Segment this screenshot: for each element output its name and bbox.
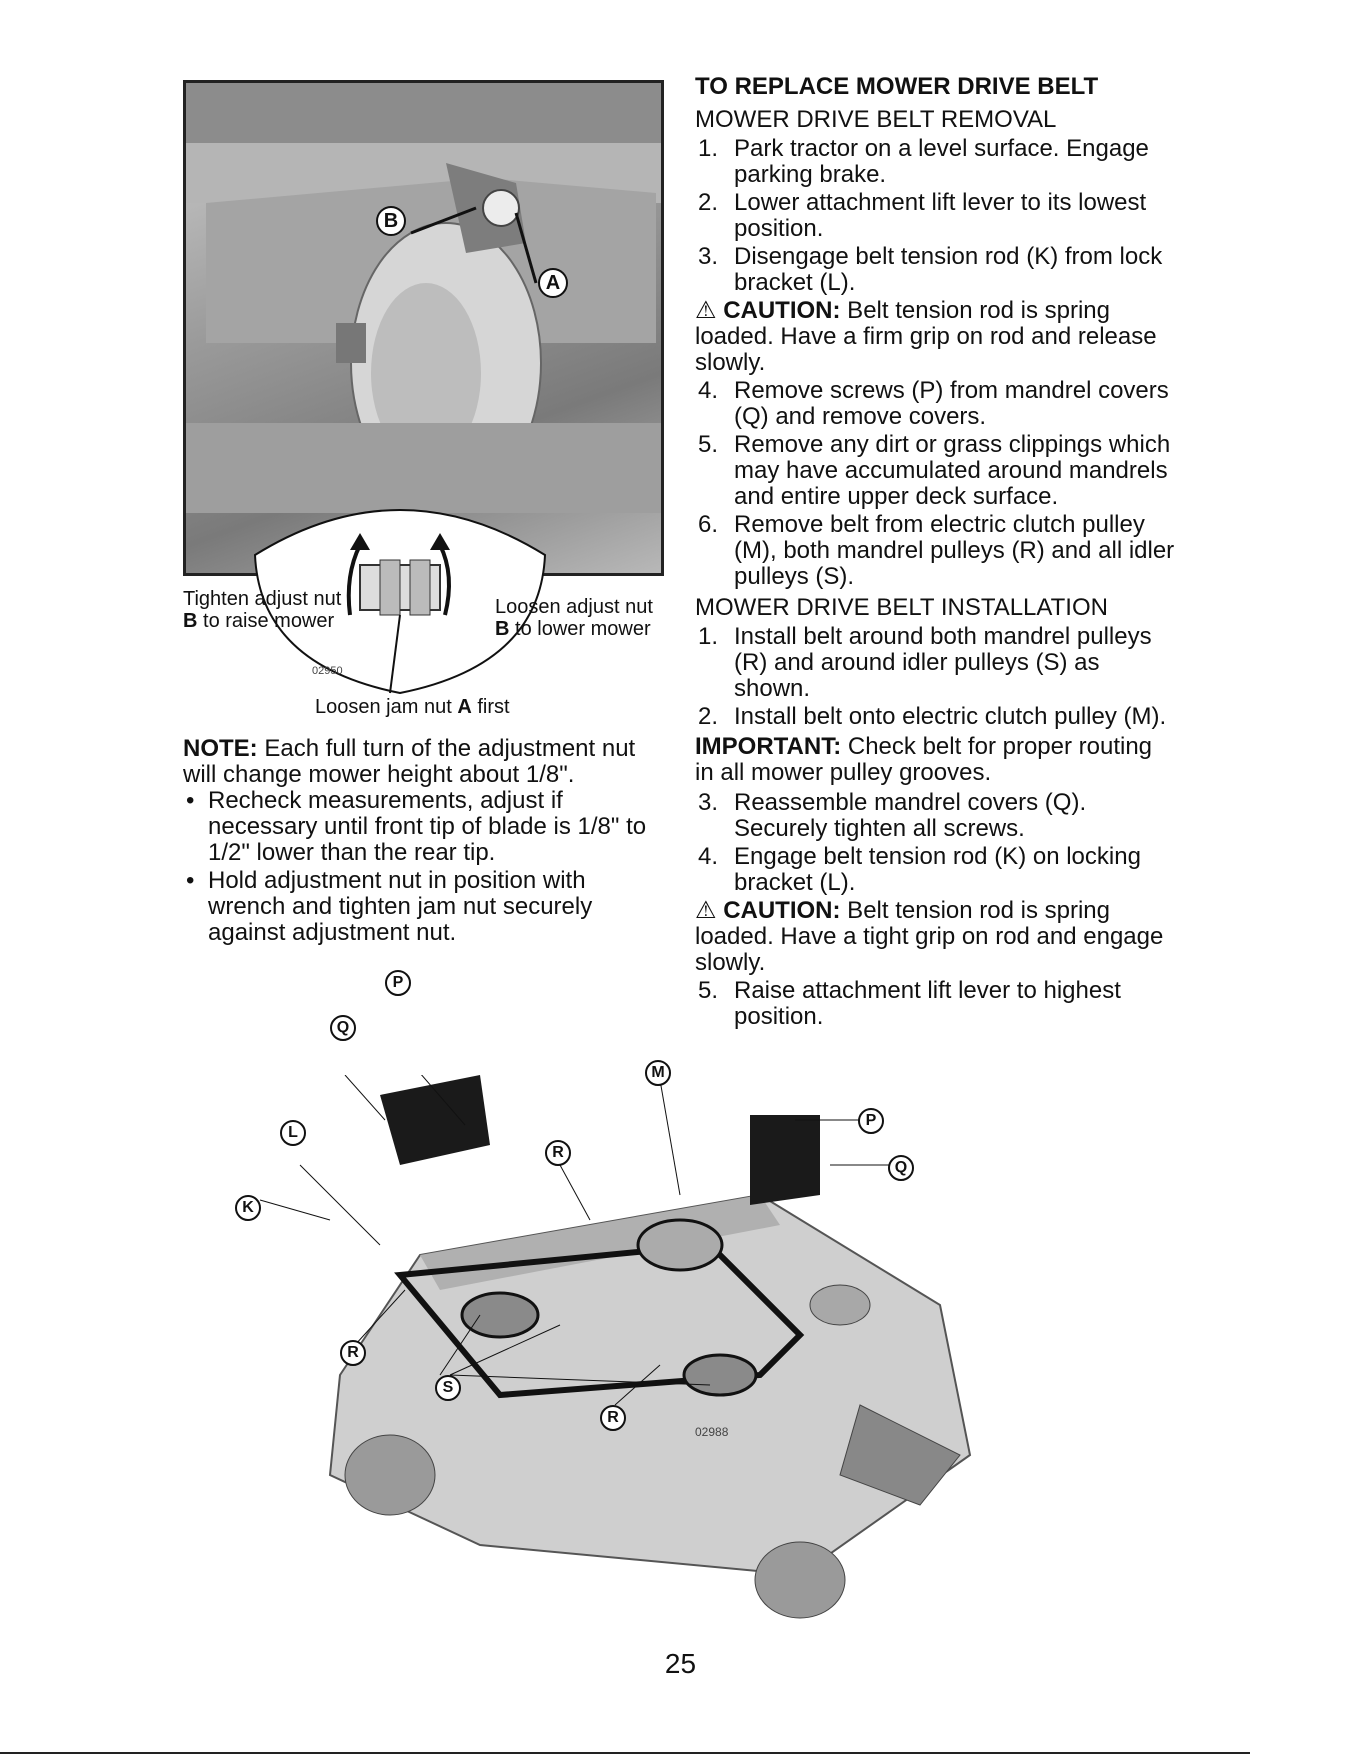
step-number: 5. <box>698 431 719 458</box>
diagram-ref-code: 02988 <box>695 1425 729 1439</box>
inset-ref-code: 02950 <box>312 665 343 677</box>
caution-text: Belt tension rod is spring loaded. Have a firm grip on rod and release slowly. <box>695 297 1157 376</box>
tighten-label-line2: to raise mower <box>197 610 335 632</box>
bullet-item: • Hold adjustment nut in position with wrench and tighten jam nut securely against adjustment nut. <box>183 868 653 946</box>
callout-b: B <box>376 206 406 236</box>
bullet-item: • Recheck measurements, adjust if necessary until front tip of blade is 1/8" to 1/2" lower than the rear tip. <box>183 788 653 866</box>
adjustment-nut-illustration <box>186 83 661 573</box>
step-text: Remove any dirt or grass clippings which may have accumulated around mandrels and entire upper deck surface. <box>734 431 1171 510</box>
step-text: Disengage belt tension rod (K) from lock bracket (L). <box>734 243 1163 296</box>
step-text: Park tractor on a level surface. Engage parking brake. <box>734 135 1149 188</box>
step-number: 2. <box>698 189 719 216</box>
step-number: 5. <box>698 977 719 1004</box>
step-number: 6. <box>698 511 719 538</box>
caption-pre: Loosen jam nut <box>315 696 458 718</box>
step-number: 4. <box>698 377 719 404</box>
caution-text: Belt tension rod is spring loaded. Have a tight grip on rod and engage slowly. <box>695 897 1164 976</box>
install-heading: MOWER DRIVE BELT INSTALLATION <box>695 594 1108 621</box>
step-text: Raise attachment lift lever to highest position. <box>734 977 1121 1030</box>
step-item <box>695 512 1175 590</box>
page-number: 25 <box>664 1648 697 1679</box>
important-note <box>695 734 1175 786</box>
install-steps-a <box>695 624 1175 730</box>
caution-1 <box>695 298 1175 376</box>
step-text: Lower attachment lift lever to its lowest position. <box>734 189 1147 242</box>
callout-r: R <box>600 1405 626 1431</box>
step-text: Engage belt tension rod (K) on locking bracket (L). <box>734 843 1141 896</box>
step-number: 4. <box>698 843 719 870</box>
removal-steps-b <box>695 378 1175 590</box>
tighten-label-letter: B <box>183 610 198 632</box>
tighten-label <box>183 588 341 632</box>
callout-p: P <box>858 1108 884 1134</box>
removal-steps-a <box>695 136 1175 296</box>
important-text: Check belt for proper routing in all mower pulley grooves. <box>695 733 1153 786</box>
loosen-label <box>495 596 653 640</box>
caution-2 <box>695 898 1175 976</box>
note-text: Each full turn of the adjustment nut will change mower height about 1/8". <box>183 735 636 788</box>
warning-icon: ⚠ <box>695 297 717 324</box>
step-item <box>695 378 1175 430</box>
step-item <box>695 978 1175 1030</box>
callout-p: P <box>385 970 411 996</box>
step-text: Remove screws (P) from mandrel covers (Q) and remove covers. <box>734 377 1169 430</box>
callout-l: L <box>280 1120 306 1146</box>
loosen-label-line1: Loosen adjust nut <box>495 596 653 618</box>
step-item <box>695 624 1175 702</box>
step-item <box>695 704 1175 730</box>
bottom-rule <box>0 1752 1250 1754</box>
install-steps-b <box>695 790 1175 896</box>
callout-r: R <box>545 1140 571 1166</box>
callout-m: M <box>645 1060 671 1086</box>
step-text: Remove belt from electric clutch pulley (M), both mandrel pulleys (R) and all idler pulleys (S). <box>734 511 1175 590</box>
figure1-caption <box>315 696 510 719</box>
loosen-label-letter: B <box>495 618 510 640</box>
note-paragraph <box>183 736 653 788</box>
step-item <box>695 244 1175 296</box>
caution-label: CAUTION: <box>723 297 841 324</box>
tighten-label-line1: Tighten adjust nut <box>183 588 342 610</box>
note-label: NOTE: <box>183 735 258 762</box>
right-column <box>695 72 1175 1032</box>
callout-q: Q <box>330 1015 356 1041</box>
important-label: IMPORTANT: <box>695 733 842 760</box>
install-steps-c <box>695 978 1175 1030</box>
step-text: Install belt around both mandrel pulleys (R) and around idler pulleys (S) as shown. <box>734 623 1152 702</box>
callout-q: Q <box>888 1155 914 1181</box>
step-number: 3. <box>698 789 719 816</box>
callout-r: R <box>340 1340 366 1366</box>
step-item <box>695 136 1175 188</box>
step-item <box>695 790 1175 842</box>
warning-icon: ⚠ <box>695 897 717 924</box>
adjustment-nut-photo <box>183 80 664 576</box>
caution-label: CAUTION: <box>723 897 841 924</box>
step-item <box>695 190 1175 242</box>
caption-bold: A <box>457 696 472 718</box>
step-number: 1. <box>698 135 719 162</box>
callout-s: S <box>435 1375 461 1401</box>
step-number: 1. <box>698 623 719 650</box>
step-text: Install belt onto electric clutch pulley (M). <box>734 703 1167 730</box>
step-number: 2. <box>698 703 719 730</box>
adjustment-bullets <box>183 788 653 948</box>
callout-a: A <box>538 268 568 298</box>
removal-heading: MOWER DRIVE BELT REMOVAL <box>695 106 1057 133</box>
callout-k: K <box>235 1195 261 1221</box>
step-text: Reassemble mandrel covers (Q). Securely tighten all screws. <box>734 789 1087 842</box>
loosen-label-line2: to lower mower <box>509 618 651 640</box>
section-heading: TO REPLACE MOWER DRIVE BELT <box>695 73 1099 100</box>
step-item <box>695 432 1175 510</box>
step-item <box>695 844 1175 896</box>
caption-post: first <box>471 696 510 718</box>
step-number: 3. <box>698 243 719 270</box>
